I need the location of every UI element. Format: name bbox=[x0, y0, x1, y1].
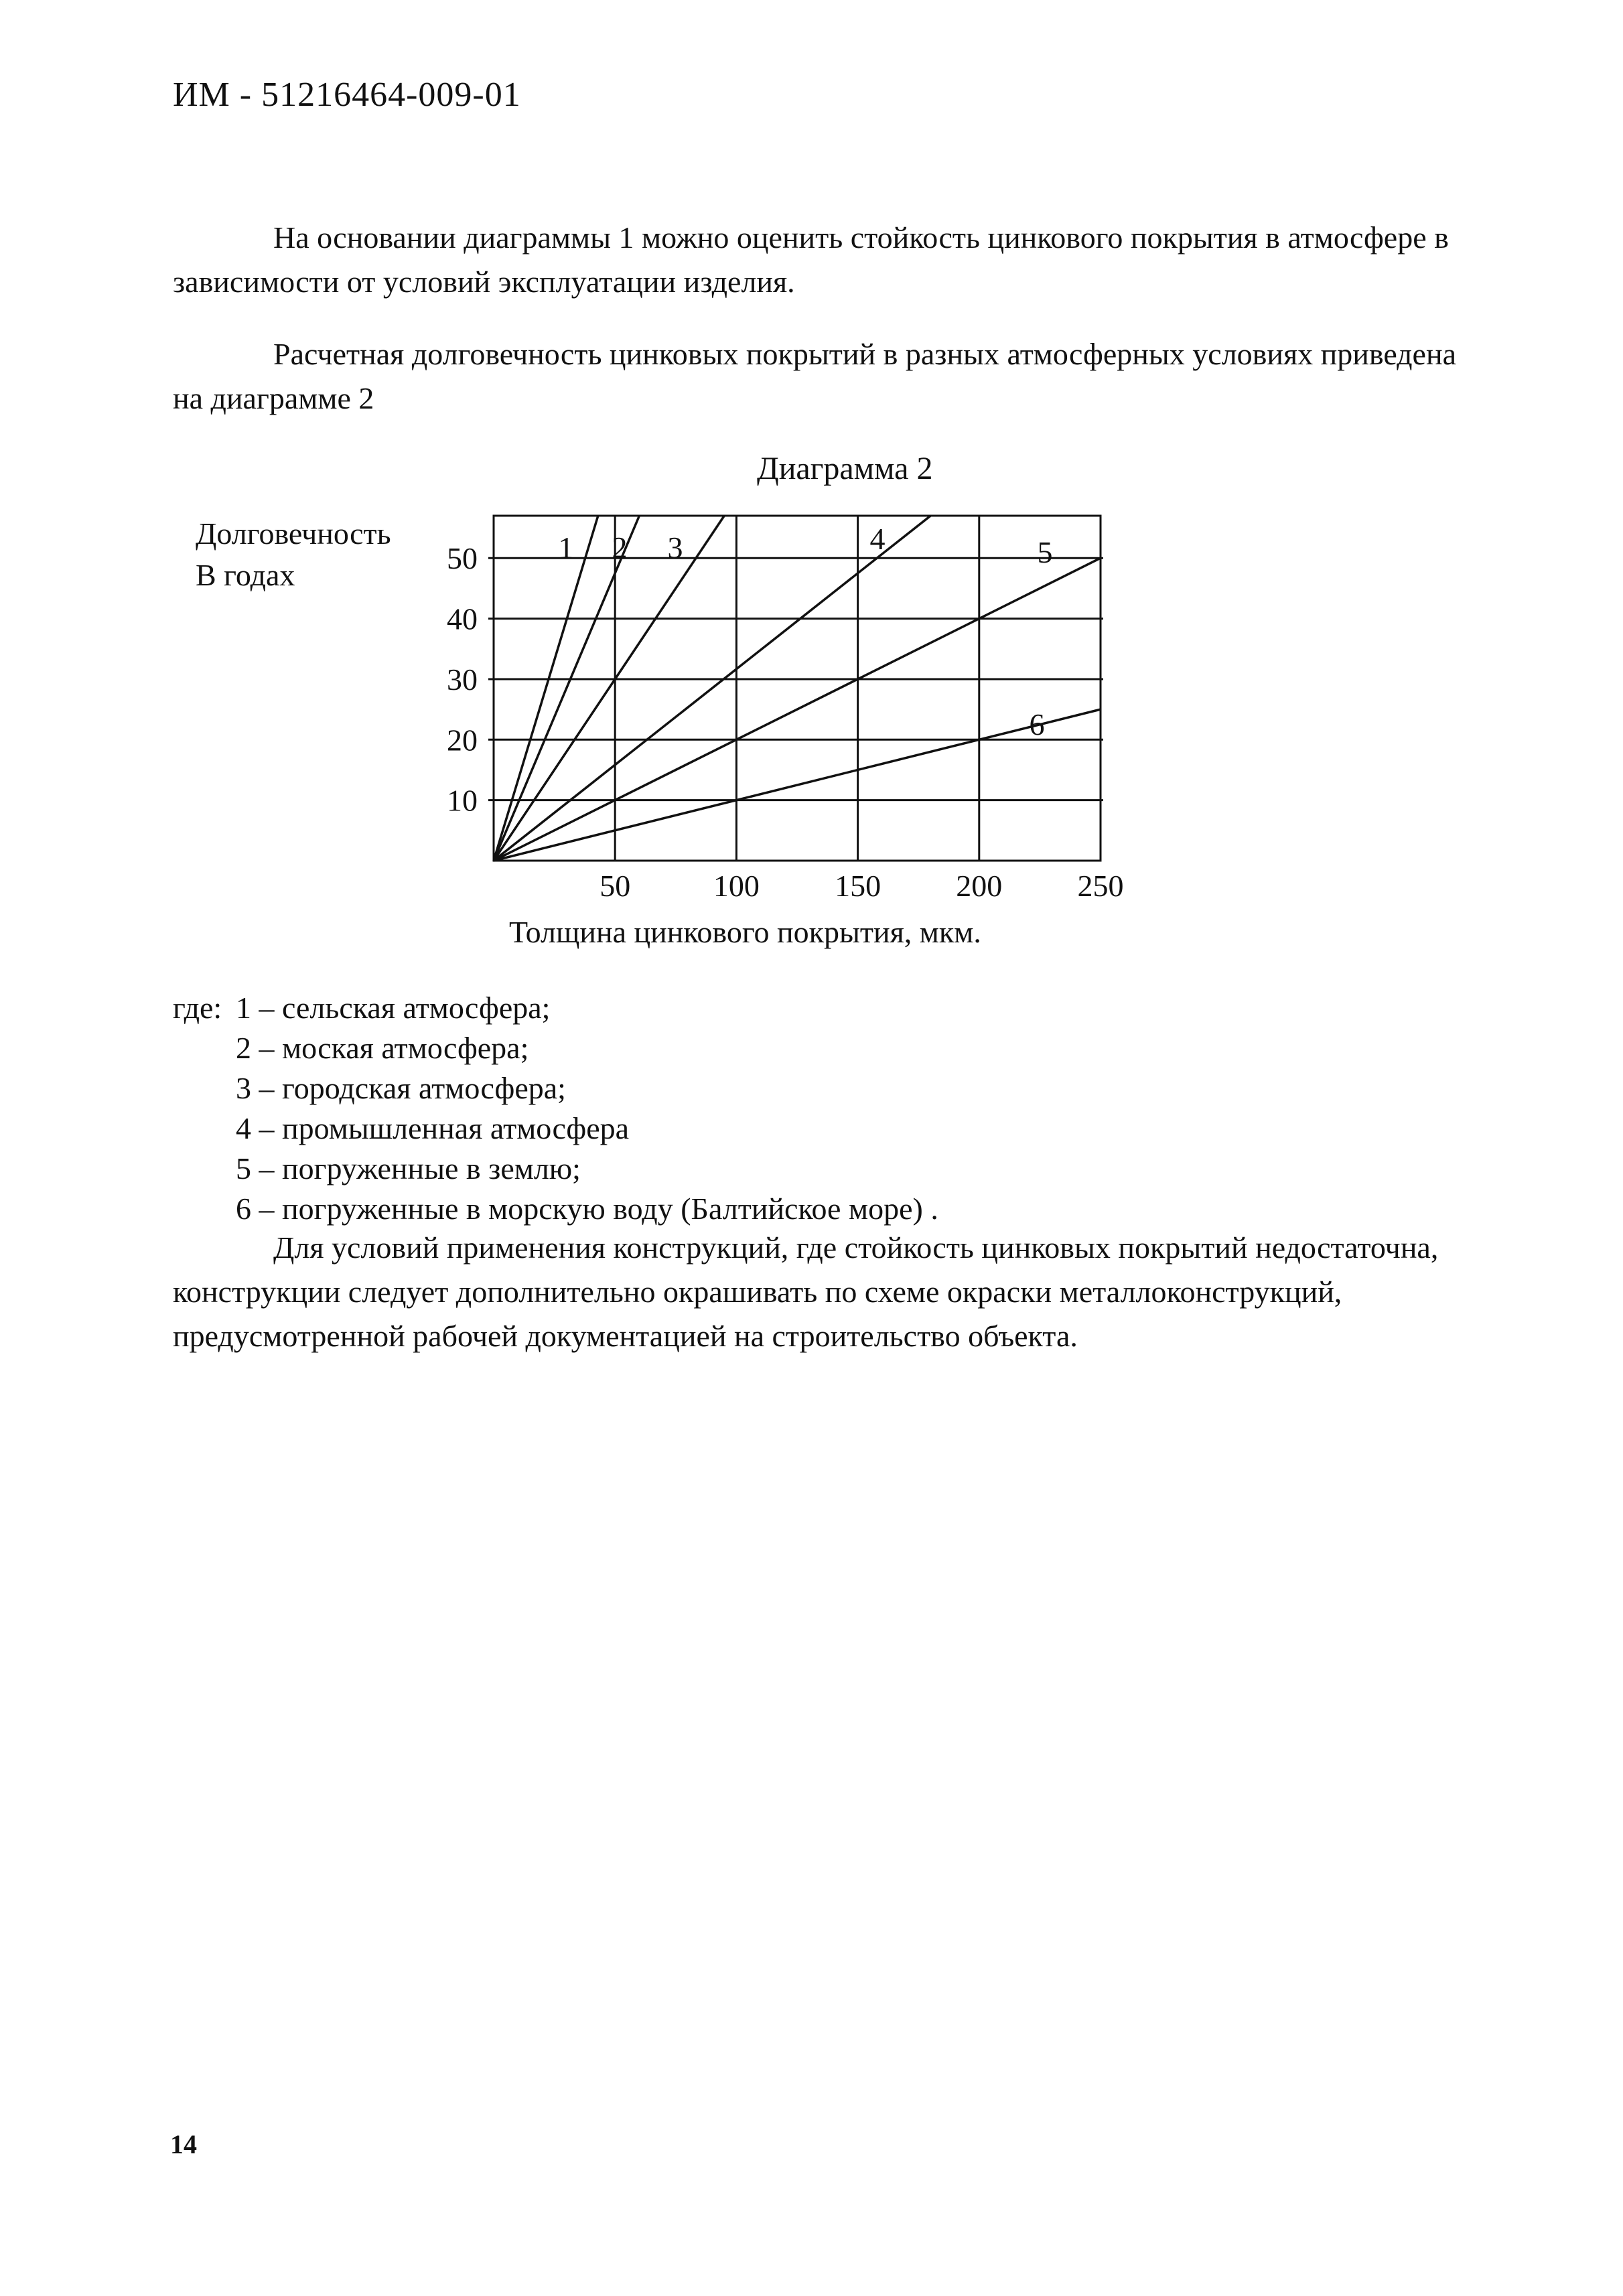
series-line-4 bbox=[494, 516, 930, 861]
page-number: 14 bbox=[170, 2129, 197, 2159]
x-tick-label: 100 bbox=[713, 869, 760, 903]
legend-item: 5 – погруженные в землю; bbox=[236, 1151, 581, 1186]
legend-item: 1 – сельская атмосфера; bbox=[236, 991, 551, 1025]
chart-grid bbox=[488, 516, 1103, 861]
document-code-header: ИМ - 51216464-009-01 bbox=[173, 76, 521, 114]
legend-item: 3 – городская атмосфера; bbox=[236, 1071, 566, 1105]
durability-chart bbox=[0, 0, 1623, 938]
series-label-4: 4 bbox=[869, 522, 886, 556]
legend-item: 2 – моская атмосфера; bbox=[236, 1031, 529, 1065]
paragraph-painting-note: Для условий применения конструкций, где стойкость цинковых покрытий недостаточна, конструкции следует дополнительно окрашивать по схеме окраски металлоконструкций, предусмотренной рабочей документацией на строительство объекта. bbox=[173, 1230, 1439, 1353]
series-line-5 bbox=[494, 558, 1101, 861]
legend-item: 6 – погруженные в морскую воду (Балтийское море) . bbox=[236, 1192, 938, 1226]
x-tick-label: 250 bbox=[1077, 869, 1124, 903]
y-tick-label: 10 bbox=[447, 783, 478, 818]
series-label-3: 3 bbox=[667, 530, 683, 565]
x-axis-label: Толщина цинкового покрытия, мкм. bbox=[509, 915, 981, 949]
y-tick-label: 40 bbox=[447, 601, 478, 636]
legend-item: 4 – промышленная атмосфера bbox=[236, 1111, 630, 1145]
legend-lead: где: bbox=[173, 991, 222, 1025]
series-label-6: 6 bbox=[1029, 707, 1045, 741]
series-line-3 bbox=[494, 516, 724, 861]
series-line-1 bbox=[494, 516, 598, 861]
series-line-6 bbox=[494, 709, 1101, 861]
series-label-2: 2 bbox=[612, 530, 628, 565]
chart-ticks bbox=[447, 541, 1124, 903]
y-tick-label: 50 bbox=[447, 541, 478, 576]
x-tick-label: 200 bbox=[956, 869, 1003, 903]
paragraph-diagram-reference: Расчетная долговечность цинковых покрытий в разных атмосферных условиях приведена на диаграмме 2 bbox=[173, 337, 1456, 415]
series-line-2 bbox=[494, 516, 639, 861]
y-axis-label-line1: Долговечность bbox=[196, 516, 391, 551]
x-tick-label: 50 bbox=[599, 869, 631, 903]
series-label-1: 1 bbox=[558, 530, 574, 565]
y-tick-label: 30 bbox=[447, 662, 478, 697]
diagram-title: Диаграмма 2 bbox=[757, 451, 933, 486]
chart-series bbox=[494, 516, 1101, 861]
paragraph-intro: На основании диаграммы 1 можно оценить стойкость цинкового покрытия в атмосфере в зависимости от условий эксплуатации изделия. bbox=[173, 220, 1449, 299]
plot-frame bbox=[494, 516, 1101, 861]
y-axis-label-line2: В годах bbox=[196, 558, 295, 592]
series-label-5: 5 bbox=[1037, 535, 1053, 569]
y-tick-label: 20 bbox=[447, 723, 478, 758]
x-tick-label: 150 bbox=[835, 869, 881, 903]
